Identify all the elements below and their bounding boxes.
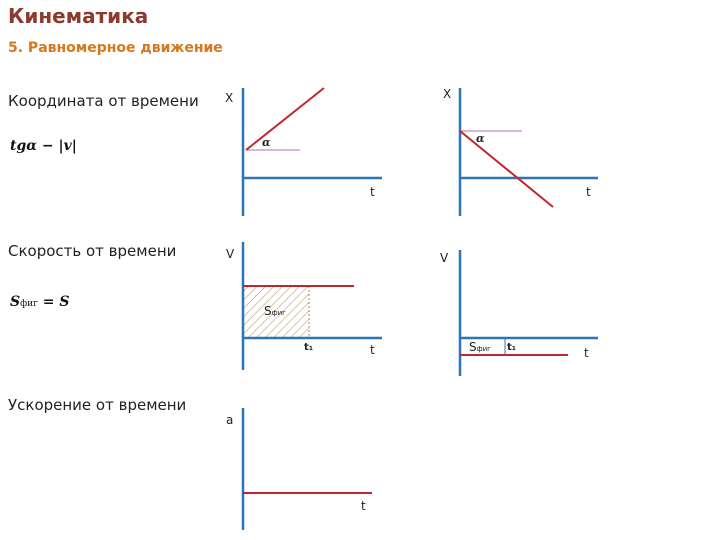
coordinate-line: [460, 131, 553, 207]
axis-label-t: t: [584, 346, 589, 360]
section-label-acceleration: Ускорение от времени: [8, 396, 187, 414]
area-label-s: S: [264, 304, 272, 318]
angle-alpha: α: [476, 132, 485, 145]
axis-label-v: V: [226, 247, 235, 261]
formula-area: Sфиг = S: [10, 294, 70, 310]
axis-label-t: t: [370, 185, 375, 199]
coordinate-line: [246, 88, 324, 150]
axis-label-t: t: [370, 343, 375, 357]
graph-x-increasing: [225, 88, 382, 216]
area-label-sub: фиг: [271, 309, 286, 317]
axis-label-t: t: [586, 185, 591, 199]
area-label-s: S: [469, 340, 477, 354]
slide-title: Кинематика: [8, 4, 149, 28]
formula-area-subscript: фиг: [20, 299, 38, 309]
axis-label-v: V: [440, 251, 449, 265]
area-label-sub: фиг: [476, 345, 491, 353]
t1-label: t₁: [507, 342, 517, 353]
section-label-velocity: Скорость от времени: [8, 242, 177, 260]
axis-label-a: a: [226, 413, 234, 427]
graph-v-positive: [226, 242, 382, 370]
slide-subtitle: 5. Равномерное движение: [8, 40, 223, 56]
graph-a-zero: [226, 408, 372, 530]
section-label-coordinate: Координата от времени: [8, 92, 199, 110]
t1-label: t₁: [304, 342, 314, 353]
axis-label-t: t: [361, 499, 366, 513]
formula-tangent: tgα − |v|: [10, 138, 77, 154]
axis-label-x: X: [443, 87, 452, 101]
angle-alpha: α: [262, 136, 271, 149]
axis-label-x: X: [225, 91, 234, 105]
graph-x-decreasing: [443, 87, 598, 216]
area-label: [469, 340, 491, 354]
graph-v-negative: [440, 250, 598, 376]
